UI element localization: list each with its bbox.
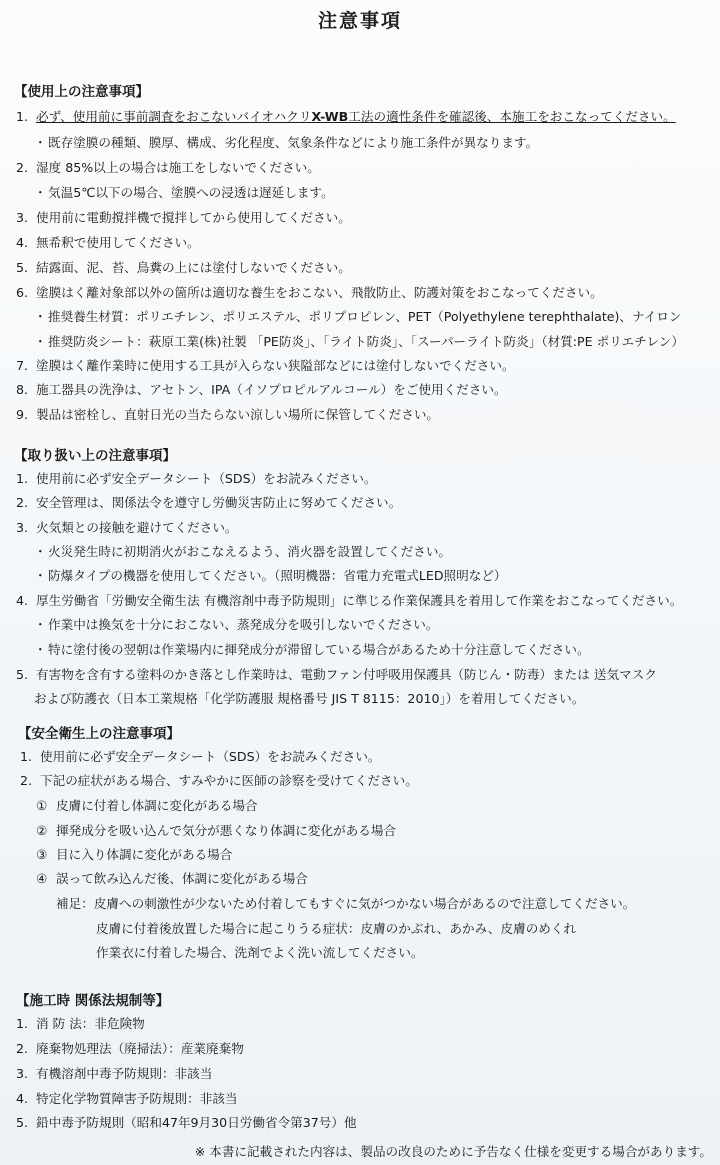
item-text: 使用前に必ず安全データシート（SDS）をお読みください。 [36, 471, 377, 486]
notice-line [96, 920, 576, 938]
item-number: 3. [16, 520, 29, 535]
item-text: 有機溶剤中毒予防規則：非該当 [36, 1066, 213, 1081]
item-number: 5. [16, 1115, 29, 1130]
notice-line [16, 1015, 145, 1033]
bullet: ・ [34, 185, 47, 200]
item-number: 3. [16, 1066, 29, 1081]
section-heading: 【使用上の注意事項】 [14, 84, 149, 100]
bullet: ・ [34, 309, 47, 324]
item-number: 4. [16, 235, 29, 250]
notice-line [16, 259, 351, 277]
item-number: 4. [16, 593, 29, 608]
item-number: 1. [16, 471, 29, 486]
notice-line [34, 690, 584, 708]
item-number: 9. [16, 407, 29, 422]
page-title: 注意事項 [317, 10, 402, 32]
section-heading: 【施工時 関係法規制等】 [16, 993, 170, 1009]
method-name: X-WB [311, 109, 349, 124]
item-number: 2. [16, 495, 29, 510]
item-text: 作業衣に付着した場合、洗剤でよく洗い流してください。 [96, 945, 424, 960]
item-text: 火災発生時に初期消火がおこなえるよう、消火器を設置してください。 [48, 544, 451, 559]
bullet: ・ [34, 334, 47, 349]
item-text: 厚生労働省「労働安全衛生法 有機溶剤中毒予防規則」に準じる作業保護具を着用して作業をおこなってください。 [36, 593, 683, 608]
notice-line [56, 895, 635, 913]
notice-line [34, 333, 684, 351]
bullet: ・ [34, 568, 47, 583]
notice-line [34, 641, 590, 659]
notice-line [20, 772, 418, 790]
item-text: 工法の適性条件を確認後、本施工をおこなってください。 [348, 109, 676, 124]
notice-line [34, 567, 507, 585]
circled-number: ② [36, 823, 48, 838]
notice-line [36, 846, 232, 864]
item-number: 2. [16, 160, 29, 175]
notice-line [34, 308, 682, 326]
item-text: 揮発成分を吸い込んで気分が悪くなり体調に変化がある場合 [56, 823, 397, 838]
item-text: 無希釈で使用してください。 [36, 235, 200, 250]
note-label: 補足： [56, 896, 94, 911]
item-text: 塗膜はく離対象部以外の箇所は適切な養生をおこない、飛散防止、防護対策をおこなってください。 [36, 285, 603, 300]
bullet: ・ [34, 642, 47, 657]
item-text: 特定化学物質障害予防規則：非該当 [36, 1091, 238, 1106]
notice-line [16, 284, 603, 302]
notice-line [16, 1065, 212, 1083]
item-text: 作業中は換気を十分におこない、蒸発成分を吸引しないでください。 [48, 617, 439, 632]
item-text: 使用前に必ず安全データシート（SDS）をお読みください。 [40, 749, 381, 764]
item-number: 1. [16, 1016, 29, 1031]
item-text: 製品は密栓し、直射日光の当たらない涼しい場所に保管してください。 [36, 407, 439, 422]
item-text: 湿度 85%以上の場合は施工をしないでください。 [36, 160, 320, 175]
notice-line [16, 470, 377, 488]
notice-line [16, 519, 238, 537]
section-heading: 【安全衛生上の注意事項】 [18, 726, 180, 742]
item-text: 消 防 法：非危険物 [36, 1016, 145, 1031]
bullet: ・ [34, 135, 47, 150]
notice-line [34, 616, 438, 634]
item-text: 推奨防炎シート：萩原工業(株)社製 「PE防炎」、「ライト防炎」、「スーパーライト防炎」（材質:PE ポリエチレン） [48, 334, 684, 349]
item-number: 5. [16, 260, 29, 275]
item-text: 推奨養生材質：ポリエチレン、ポリエステル、ポリプロピレン、PET（Polyethylene terephthalate)、ナイロン [48, 309, 682, 324]
notice-line [16, 159, 320, 177]
item-text: 結露面、泥、苔、鳥糞の上には塗付しないでください。 [36, 260, 351, 275]
section-heading: 【取り扱い上の注意事項】 [14, 448, 176, 464]
notice-line [16, 108, 676, 126]
item-number: 4. [16, 1091, 29, 1106]
item-text: 特に塗付後の翌朝は作業場内に揮発成分が滞留している場合があるため十分注意してください。 [48, 642, 590, 657]
item-number: 3. [16, 210, 29, 225]
notice-line [20, 748, 381, 766]
notice-line [16, 1114, 357, 1132]
notice-line [16, 357, 515, 375]
item-text: 誤って飲み込んだ後、体調に変化がある場合 [56, 871, 308, 886]
item-text: 塗膜はく離作業時に使用する工具が入らない狭隘部などには塗付しないでください。 [36, 358, 515, 373]
bullet: ・ [34, 544, 47, 559]
notice-line [16, 406, 439, 424]
notice-line [16, 666, 657, 684]
circled-number: ④ [36, 871, 48, 886]
notice-line [16, 1040, 244, 1058]
notice-line [34, 184, 334, 202]
item-text: 下記の症状がある場合、すみやかに医師の診察を受けてください。 [40, 773, 418, 788]
item-text: 火気類との接触を避けてください。 [36, 520, 238, 535]
item-text: 廃棄物処理法（廃掃法）：産業廃棄物 [36, 1041, 244, 1056]
item-number: 2. [20, 773, 33, 788]
item-text: 目に入り体調に変化がある場合 [56, 847, 233, 862]
notice-line [16, 1090, 238, 1108]
item-text: 皮膚への刺激性が少ないため付着してもすぐに気がつかない場合があるので注意してください。 [93, 896, 636, 911]
item-number: 8. [16, 382, 29, 397]
item-text: 皮膚に付着し体調に変化がある場合 [56, 798, 258, 813]
item-number: 5. [16, 667, 29, 682]
item-text: 既存塗膜の種類、膜厚、構成、劣化程度、気象条件などにより施工条件が異なります。 [48, 135, 539, 150]
notice-line [36, 822, 396, 840]
item-number: 2. [16, 1041, 29, 1056]
circled-number: ③ [36, 847, 48, 862]
notice-line [16, 592, 682, 610]
item-number: 6. [16, 285, 29, 300]
notice-line [16, 234, 200, 252]
item-text: および防護衣（日本工業規格「化学防護服 規格番号 JIS T 8115：2010」）を着用してください。 [34, 691, 585, 706]
item-text: 有害物を含有する塗料のかき落とし作業時は、電動ファン付呼吸用保護具（防じん・防毒）または 送気マスク [36, 667, 657, 682]
notice-line [36, 797, 258, 815]
footnote: ※ 本書に記載された内容は、製品の改良のために予告なく仕様を変更する場合があります。 [194, 1144, 712, 1159]
notice-line [16, 381, 507, 399]
item-text: 必ず、使用前に事前調査をおこないバイオハクリ [36, 109, 312, 124]
item-text: 安全管理は、関係法令を遵守し労働災害防止に努めてください。 [36, 495, 402, 510]
item-number: 1. [20, 749, 33, 764]
notice-line [96, 944, 423, 962]
item-text: 使用前に電動撹拌機で撹拌してから使用してください。 [36, 210, 351, 225]
item-text: 鉛中毒予防規則（昭和47年9月30日労働省令第37号）他 [36, 1115, 357, 1130]
bullet: ・ [34, 617, 47, 632]
item-number: 7. [16, 358, 29, 373]
circled-number: ① [36, 798, 48, 813]
item-text: 施工器具の洗浄は、アセトン、IPA（イソプロピルアルコール）をご使用ください。 [36, 382, 507, 397]
notice-line [34, 543, 451, 561]
item-text: 気温5℃以下の場合、塗膜への浸透は遅延します。 [48, 185, 334, 200]
notice-line [34, 134, 538, 152]
notice-line [16, 209, 351, 227]
notice-line [16, 494, 401, 512]
notice-line [36, 870, 308, 888]
item-text: 防爆タイプの機器を使用してください。（照明機器：省電力充電式LED照明など） [48, 568, 507, 583]
item-number: 1. [16, 109, 29, 124]
item-text: 皮膚に付着後放置した場合に起こりうる症状：皮膚のかぶれ、あかみ、皮膚のめくれ [96, 921, 577, 936]
